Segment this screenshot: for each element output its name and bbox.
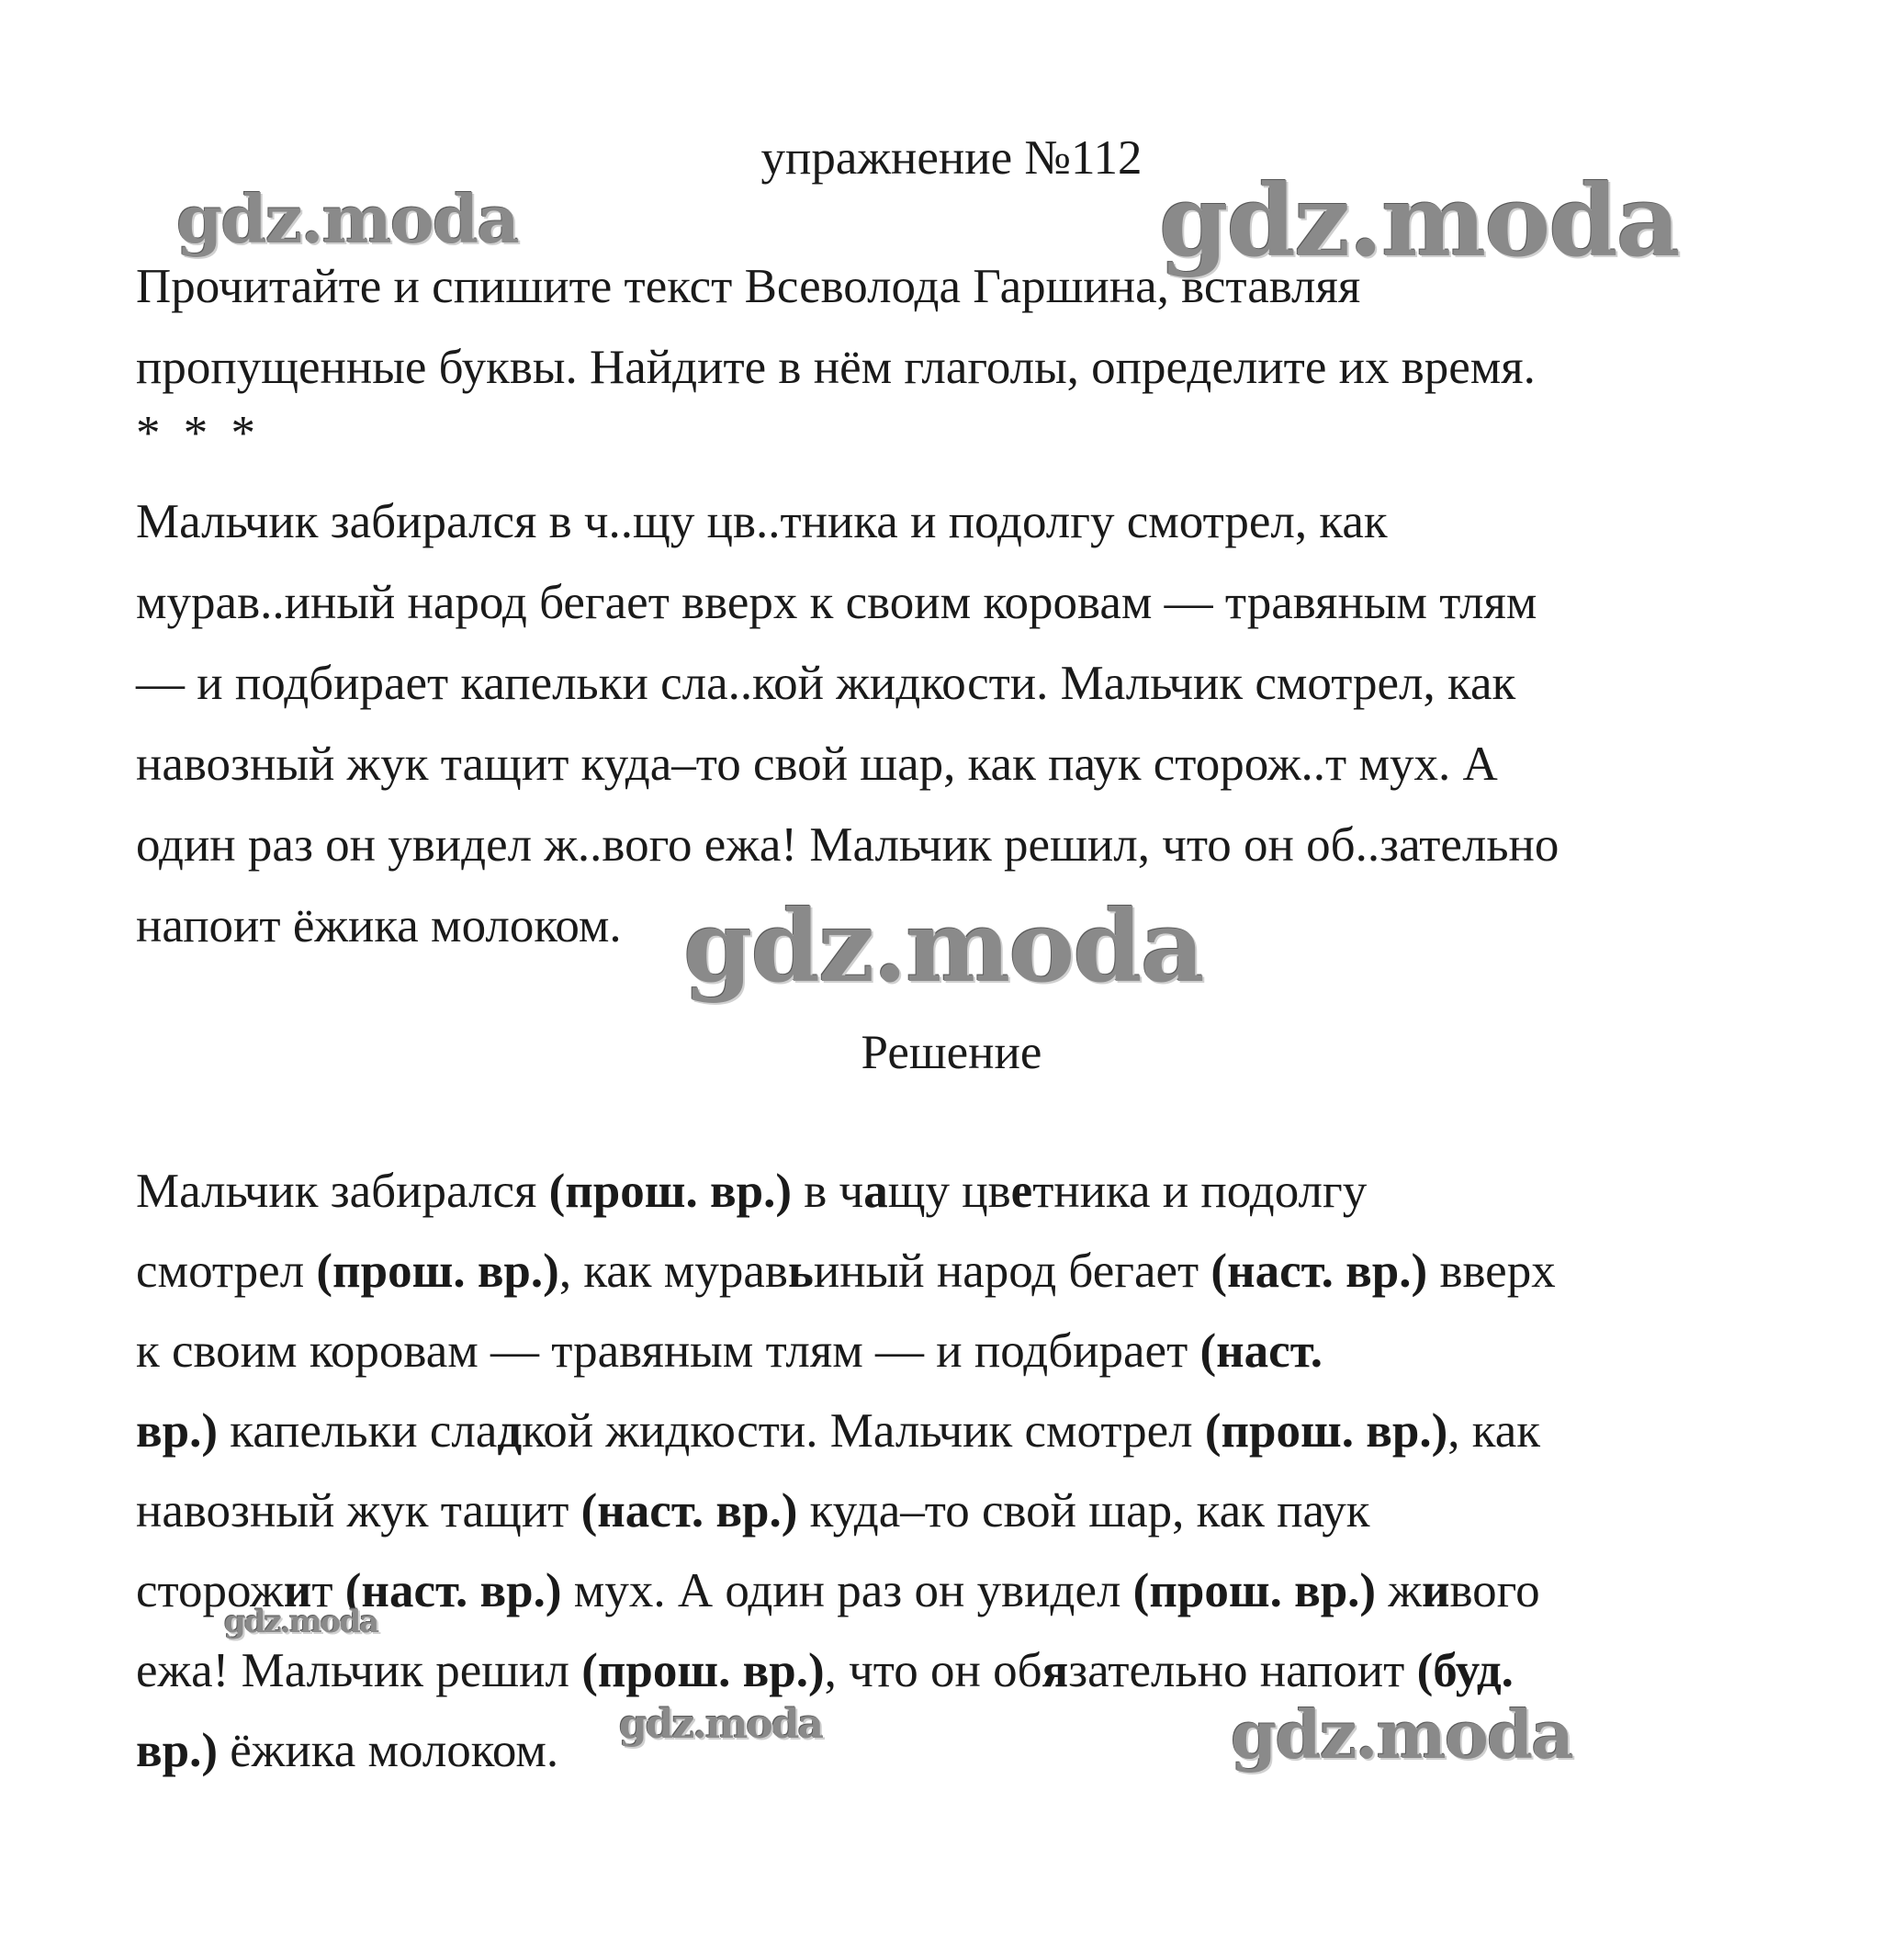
text-line: напоит ёжика молоком.: [136, 899, 622, 952]
inserted-letter: и: [1421, 1564, 1450, 1617]
inserted-letter: д: [497, 1404, 523, 1458]
tense-label: вр.): [136, 1404, 218, 1458]
answer-text: к своим коровам — травяным тлям — и подбирает: [136, 1324, 1200, 1378]
tense-label: (наст. вр.): [580, 1484, 798, 1538]
tense-label: (буд.: [1416, 1644, 1514, 1697]
watermark: gdz.moda: [1231, 1695, 1572, 1774]
answer-line: [136, 1152, 1771, 1232]
tense-label: (прош. вр.): [1204, 1404, 1448, 1458]
text-line: Мальчик забирался в ч..щу цв..тника и подолгу смотрел, как: [136, 495, 1388, 548]
exercise-title: упражнение №112: [760, 131, 1143, 185]
inserted-letter: ь: [787, 1245, 814, 1298]
task-line: Прочитайте и спишите текст Всеволода Гаршина, вставляя: [136, 260, 1361, 313]
tense-label: (прош. вр.): [1132, 1564, 1377, 1617]
answer-text: в ч: [792, 1165, 864, 1218]
watermark: gdz.moda: [1159, 163, 1679, 279]
task-line: пропущенные буквы. Найдите в нём глаголы, определите их время.: [136, 341, 1536, 394]
watermark: gdz.moda: [619, 1701, 823, 1748]
text-line: — и подбирает капельки сла..кой жидкости. Мальчик смотрел, как: [136, 657, 1516, 710]
answer-text: ежа! Мальчик решил: [136, 1644, 582, 1697]
tense-label: (прош. вр.): [581, 1644, 825, 1697]
answer-text: Мальчик забирался: [136, 1165, 549, 1218]
answer-text: сторож: [136, 1564, 284, 1617]
answer-text: капельки сла: [218, 1404, 498, 1458]
tense-label: вр.): [136, 1724, 218, 1777]
answer-text: иный народ бегает: [813, 1245, 1211, 1298]
answer-text: мух. А один раз он увидел: [561, 1564, 1133, 1617]
answer-text: куда–то свой шар, как паук: [797, 1484, 1370, 1538]
answer-line: [136, 1312, 1771, 1391]
answer-text: щу цв: [887, 1165, 1011, 1218]
answer-line: [136, 1232, 1771, 1312]
answer-text: кой жидкости. Мальчик смотрел: [522, 1404, 1205, 1458]
answer-text: вого: [1449, 1564, 1540, 1617]
answer-text: , как: [1447, 1404, 1540, 1458]
tense-label: (наст. вр.): [1210, 1245, 1428, 1298]
answer-text: ж: [1376, 1564, 1422, 1617]
answer-text: т: [311, 1564, 345, 1617]
text-line: мурав..иный народ бегает вверх к своим коровам — травяным тлям: [136, 576, 1537, 629]
text-line: навозный жук тащит куда–то свой шар, как паук сторож..т мух. А: [136, 738, 1498, 791]
watermark: gdz.moda: [176, 180, 518, 258]
answer-text: зательно напоит: [1068, 1644, 1417, 1697]
solution-heading: Решение: [861, 1026, 1042, 1079]
inserted-letter: а: [863, 1165, 888, 1218]
answer-line: [136, 1471, 1771, 1551]
answer-text: ёжика молоком.: [218, 1724, 559, 1777]
section-separator: * * *: [136, 407, 261, 460]
tense-label: (прош. вр.): [548, 1165, 793, 1218]
answer-line: [136, 1551, 1771, 1631]
answer-text: вверх: [1427, 1245, 1556, 1298]
answer-text: тника и подолгу: [1032, 1165, 1368, 1218]
answer-text: , как мурав: [558, 1245, 788, 1298]
tense-label: (наст. вр.): [344, 1564, 562, 1617]
inserted-letter: е: [1010, 1165, 1033, 1218]
answer-line: [136, 1391, 1771, 1471]
text-line: один раз он увидел ж..вого ежа! Мальчик решил, что он об..зательно: [136, 818, 1560, 872]
answer-text: навозный жук тащит: [136, 1484, 581, 1538]
watermark: gdz.moda: [224, 1604, 378, 1640]
inserted-letter: и: [283, 1564, 312, 1617]
watermark: gdz.moda: [683, 889, 1203, 1005]
answer-text: , что он об: [824, 1644, 1042, 1697]
answer-text: смотрел: [136, 1245, 317, 1298]
inserted-letter: я: [1042, 1644, 1069, 1697]
tense-label: (наст.: [1199, 1324, 1323, 1378]
tense-label: (прош. вр.): [316, 1245, 559, 1298]
